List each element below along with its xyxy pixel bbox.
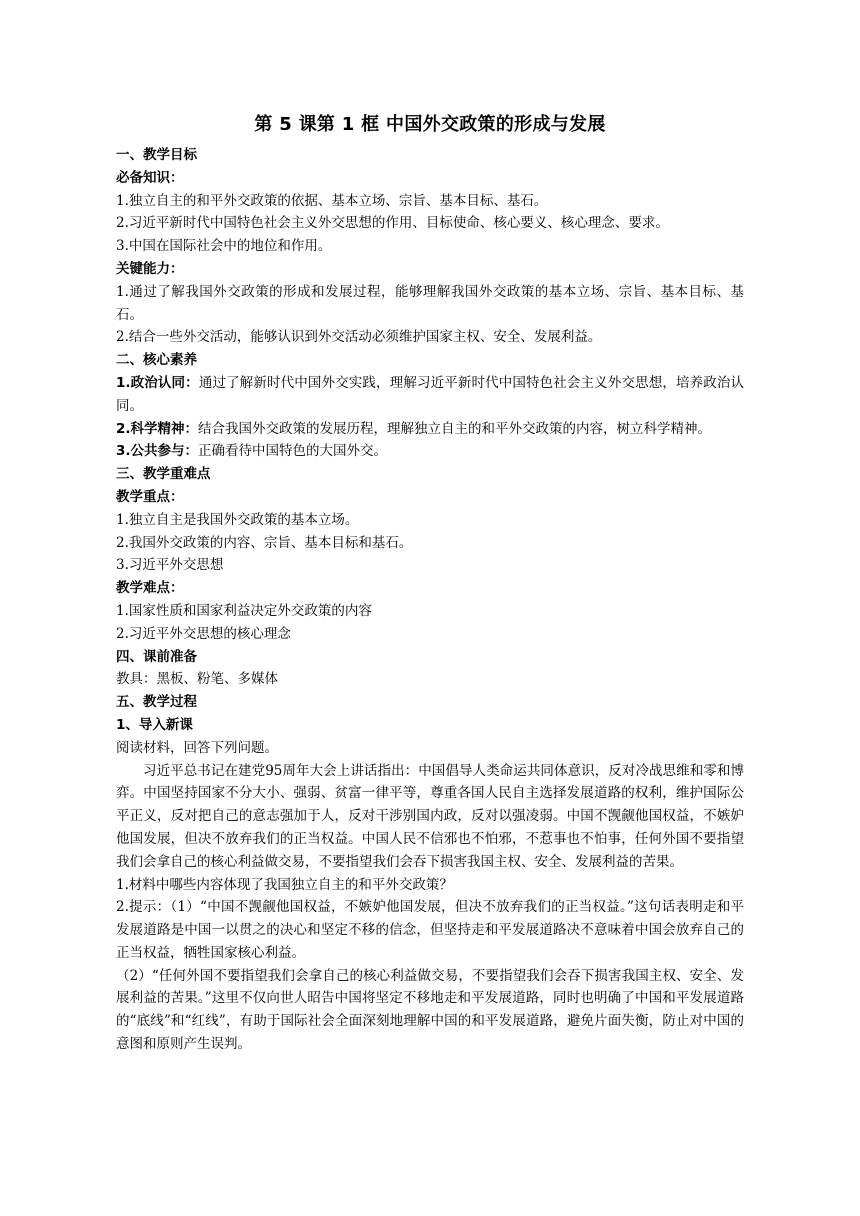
subheading-hard: 教学难点： bbox=[116, 580, 184, 597]
list-item: 3.习近平外交思想 bbox=[116, 557, 224, 574]
subheading-intro: 1、导入新课 bbox=[116, 716, 193, 733]
list-item: 1.独立自主的和平外交政策的依据、基本立场、宗旨、基本目标、基石。 bbox=[116, 192, 548, 209]
answer-paragraph: 2.提示：（1）“中国不觊觎他国权益，不嫉妒他国发展，但决不放弃我们的正当权益。”这句话表明走和平发展道路是中国一以贯之的决心和坚定不移的信念，但坚持走和平发展道路决不意味着中国会放弃自己的正当权益，牺牲国家核心利益。 bbox=[116, 899, 744, 961]
list-item: 2.习近平外交思想的核心理念 bbox=[116, 625, 291, 642]
section-heading-key-points: 三、教学重难点 bbox=[116, 466, 211, 483]
section-heading-process: 五、教学过程 bbox=[116, 694, 197, 711]
list-item: 2.习近平新时代中国特色社会主义外交思想的作用、目标使命、核心要义、核心理念、要求。 bbox=[116, 215, 669, 232]
answer-paragraph: （2）“任何外国不要指望我们会拿自己的核心利益做交易，不要指望我们会吞下损害我国主权、安全、发展利益的苦果。”这里不仅向世人昭告中国将坚定不移地走和平发展道路，同时也明确了中国和平发展道路的“底线”和“红线”，有助于国际社会全面深刻地理解中国的和平发展道路，避免片面失衡，防止对中国的意图和原则产生误判。 bbox=[116, 967, 744, 1053]
instruction-text: 阅读材料，回答下列问题。 bbox=[116, 739, 278, 756]
list-item: 3.中国在国际社会中的地位和作用。 bbox=[116, 238, 332, 255]
item-text: 正确看待中国特色的大国外交。 bbox=[198, 443, 388, 460]
material-paragraph: 习近平总书记在建党95周年大会上讲话指出：中国倡导人类命运共同体意识，反对冷战思维和零和博弈。中国坚持国家不分大小、强弱、贫富一律平等，尊重各国人民自主选择发展道路的权利，维护国际公平正义，反对把自己的意志强加于人，反对干涉别国内政，反对以强凌弱。中国不觊觎他国权益，不嫉妒他国发展，但决不放弃我们的正当权益。中国人民不信邪也不怕邪，不惹事也不怕事，任何外国不要指望我们会拿自己的核心利益做交易，不要指望我们会吞下损害我国主权、安全、发展利益的苦果。 bbox=[116, 762, 744, 870]
section-heading-literacy: 二、核心素养 bbox=[116, 352, 197, 369]
list-item bbox=[116, 372, 744, 418]
item-text: 结合我国外交政策的发展历程，理解独立自主的和平外交政策的内容，树立科学精神。 bbox=[198, 420, 712, 437]
list-item: 1.独立自主是我国外交政策的基本立场。 bbox=[116, 511, 359, 528]
item-label: 1.政治认同： bbox=[116, 374, 199, 391]
item-label: 3.公共参与： bbox=[116, 443, 199, 460]
list-item: 2.我国外交政策的内容、宗旨、基本目标和基石。 bbox=[116, 534, 413, 551]
list-item: 1.国家性质和国家利益决定外交政策的内容 bbox=[116, 602, 372, 619]
section-heading-objectives: 一、教学目标 bbox=[116, 147, 197, 163]
preparation-text: 教具：黑板、粉笔、多媒体 bbox=[116, 671, 278, 688]
subheading-knowledge: 必备知识： bbox=[116, 169, 184, 186]
document-page bbox=[116, 112, 744, 1056]
section-heading-preparation: 四、课前准备 bbox=[116, 648, 197, 665]
list-item bbox=[116, 418, 744, 441]
item-label: 2.科学精神： bbox=[116, 420, 199, 437]
list-item bbox=[116, 440, 744, 463]
list-item: 2.结合一些外交活动，能够认识到外交活动必须维护国家主权、安全、发展利益。 bbox=[116, 329, 602, 346]
subheading-key: 教学重点： bbox=[116, 488, 184, 505]
document-title: 第 5 课第 1 框 中国外交政策的形成与发展 bbox=[254, 114, 606, 135]
subheading-ability: 关键能力： bbox=[116, 260, 184, 277]
list-item: 1.通过了解我国外交政策的形成和发展过程，能够理解我国外交政策的基本立场、宗旨、基本目标、基石。 bbox=[116, 283, 744, 323]
item-text: 通过了解新时代中国外交实践，理解习近平新时代中国特色社会主义外交思想，培养政治认同。 bbox=[116, 374, 744, 414]
question-text: 1.材料中哪些内容体现了我国独立自主的和平外交政策？ bbox=[116, 876, 453, 893]
